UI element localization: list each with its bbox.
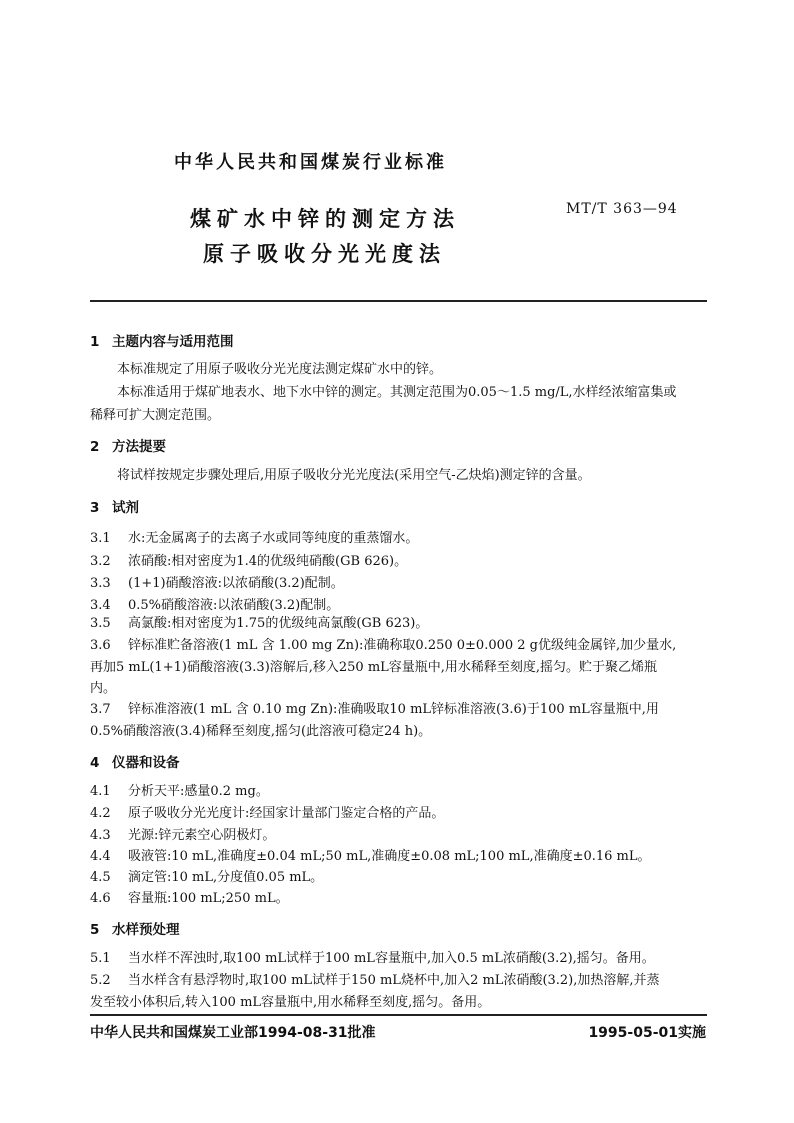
- section-3-heading: [90, 496, 139, 516]
- item-text: 水:无金属离子的去离子水或同等纯度的重蒸馏水。: [128, 531, 419, 546]
- standard-code: MT/T 363—94: [566, 201, 678, 217]
- section-4-heading: [90, 751, 180, 771]
- item-number: 4.2: [90, 806, 111, 821]
- paragraph: 本标准规定了用原子吸收分光光度法测定煤矿水中的锌。: [117, 362, 443, 377]
- section-number: 2: [90, 439, 100, 455]
- section-5-heading: [90, 918, 180, 938]
- item-number: 5.2: [90, 973, 111, 988]
- list-item: [90, 947, 655, 966]
- item-text: 锌标准溶液(1 mL 含 0.10 mg Zn):准确吸取10 mL锌标准溶液(3.6)于100 mL容量瓶中,用: [128, 702, 659, 717]
- item-number: 3.3: [90, 576, 111, 591]
- section-title: 方法提要: [112, 439, 166, 455]
- list-item: [90, 572, 344, 591]
- item-number: 3.5: [90, 616, 111, 631]
- list-item: [90, 550, 407, 569]
- item-text: 吸液管:10 mL,准确度±0.04 mL;50 mL,准确度±0.08 mL;100 mL,准确度±0.16 mL。: [128, 849, 651, 864]
- list-item: [90, 780, 269, 799]
- section-number: 4: [90, 755, 100, 771]
- standard-issuer: 中华人民共和国煤炭行业标准: [174, 152, 447, 173]
- item-number: 3.4: [90, 598, 111, 613]
- paragraph: 将试样按规定步骤处理后,用原子吸收分光光度法(采用空气-乙炔焰)测定锌的含量。: [117, 468, 591, 483]
- list-item: [90, 698, 659, 717]
- item-number: 3.6: [90, 638, 111, 653]
- item-continuation: 内。: [90, 681, 117, 696]
- item-continuation: 再加5 mL(1+1)硝酸溶液(3.3)溶解后,移入250 mL容量瓶中,用水稀释至刻度,摇匀。贮于聚乙烯瓶: [90, 660, 658, 675]
- item-text: 高氯酸:相对密度为1.75的优级纯高氯酸(GB 623)。: [128, 616, 429, 631]
- item-text: 分析天平:感量0.2 mg。: [128, 784, 269, 799]
- list-item: [90, 969, 660, 988]
- footer-divider: [90, 1014, 707, 1016]
- paragraph: 本标准适用于煤矿地表水、地下水中锌的测定。其测定范围为0.05～1.5 mg/L,水样经浓缩富集或: [117, 385, 677, 400]
- item-text: 当水样含有悬浮物时,取100 mL试样于150 mL烧杯中,加入2 mL浓硝酸(3.2),加热溶解,并蒸: [128, 973, 660, 988]
- item-continuation: 发至较小体积后,转入100 mL容量瓶中,用水稀释至刻度,摇匀。备用。: [90, 995, 491, 1010]
- item-number: 3.1: [90, 531, 111, 546]
- item-text: 原子吸收分光光度计:经国家计量部门鉴定合格的产品。: [128, 806, 445, 821]
- item-text: 浓硝酸:相对密度为1.4的优级纯硝酸(GB 626)。: [128, 554, 408, 569]
- header-divider: [90, 300, 707, 302]
- section-number: 1: [90, 334, 100, 350]
- list-item: [90, 887, 289, 906]
- list-item: [90, 634, 676, 653]
- item-text: 0.5%硝酸溶液:以浓硝酸(3.2)配制。: [128, 598, 340, 613]
- list-item: [90, 866, 323, 885]
- list-item: [90, 612, 428, 631]
- list-item: [90, 824, 275, 843]
- section-number: 5: [90, 922, 100, 938]
- list-item: [90, 845, 651, 864]
- item-text: 当水样不浑浊时,取100 mL试样于100 mL容量瓶中,加入0.5 mL浓硝酸(3.2),摇匀。备用。: [128, 951, 655, 966]
- item-number: 4.6: [90, 891, 111, 906]
- item-number: 4.3: [90, 828, 111, 843]
- item-text: 滴定管:10 mL,分度值0.05 mL。: [128, 870, 324, 885]
- section-1-heading: [90, 330, 234, 350]
- item-continuation: 0.5%硝酸溶液(3.4)稀释至刻度,摇匀(此溶液可稳定24 h)。: [90, 724, 432, 739]
- item-text: 光源:锌元素空心阴极灯。: [128, 828, 276, 843]
- item-text: 锌标准贮备溶液(1 mL 含 1.00 mg Zn):准确称取0.250 0±0.000 2 g优级纯金属锌,加少量水,: [128, 638, 677, 653]
- implementation-date: 1995-05-01实施: [588, 1025, 706, 1041]
- section-number: 3: [90, 500, 100, 516]
- list-item: [90, 802, 444, 821]
- document-subtitle: 原子吸收分光光度法: [203, 242, 446, 266]
- list-item: [90, 594, 339, 613]
- section-title: 试剂: [112, 500, 139, 516]
- item-text: 容量瓶:100 mL;250 mL。: [128, 891, 289, 906]
- section-title: 水样预处理: [112, 922, 180, 938]
- item-number: 4.4: [90, 849, 111, 864]
- list-item: [90, 527, 418, 546]
- item-number: 3.7: [90, 702, 111, 717]
- section-title: 主题内容与适用范围: [112, 334, 234, 350]
- section-title: 仪器和设备: [112, 755, 180, 771]
- section-2-heading: [90, 435, 166, 455]
- item-text: (1+1)硝酸溶液:以浓硝酸(3.2)配制。: [128, 576, 344, 591]
- item-number: 3.2: [90, 554, 111, 569]
- item-number: 4.5: [90, 870, 111, 885]
- document-title: 煤矿水中锌的测定方法: [190, 207, 460, 231]
- item-number: 5.1: [90, 951, 111, 966]
- approval-line: 中华人民共和国煤炭工业部1994-08-31批准: [90, 1025, 376, 1041]
- item-number: 4.1: [90, 784, 111, 799]
- paragraph-continuation: 稀释可扩大测定范围。: [90, 408, 221, 423]
